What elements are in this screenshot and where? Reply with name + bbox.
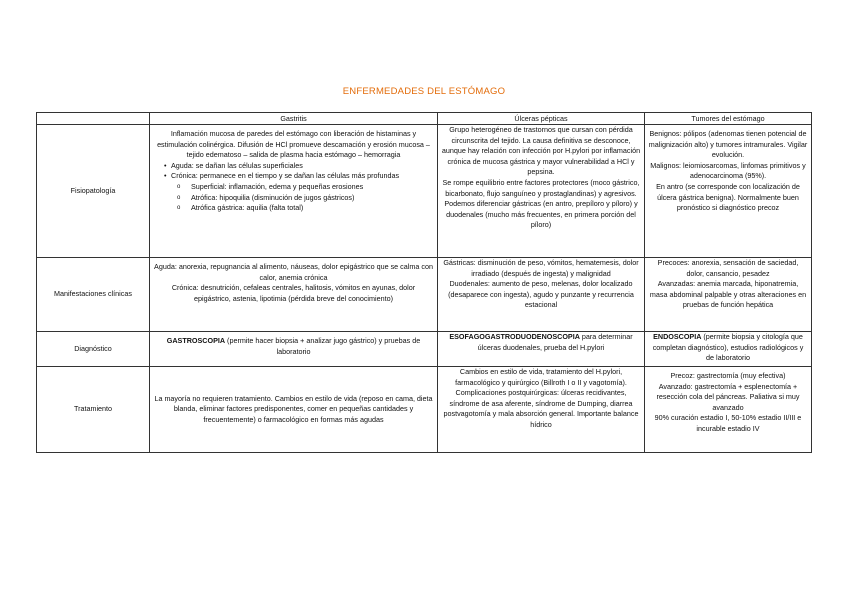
paragraph: Complicaciones postquirúrgicas: úlceras recidivantes, síndrome de asa aferente, síndrome de Dumping, diarrea postvagotomía y mala absorción general. Importante balance hídrico <box>443 388 639 429</box>
header-tumores: Tumores del estómago <box>645 113 812 125</box>
trat-gastritis-cell <box>150 367 438 453</box>
fisio-tumores-cell <box>645 125 812 258</box>
paragraph: Duodenales: aumento de peso, melenas, dolor localizado (desaparece con ingesta), agudo y punzante y recurrencia estacional <box>448 279 634 310</box>
fisio-gastritis-cell <box>150 125 438 258</box>
paragraph: Gástricas: disminución de peso, vómitos, hematemesis, dolor irradiado (después de ingesta) y malignidad <box>443 258 639 278</box>
manif-tumores-cell <box>645 258 812 332</box>
diag-tumores-cell <box>645 332 812 367</box>
paragraph: Grupo heterogéneo de trastornos que cursan con pérdida circunscrita del tejido. La causa definitiva se desconoce, aunque hay relación con infección por H.pylori por inflamación crónica de mucosa gástrica y mayor vulnerabilidad a HCl y pepsina. <box>441 125 641 177</box>
manif-gastritis-cell <box>150 258 438 332</box>
list-item: o Superficial: inflamación, edema y pequeñas erosiones <box>153 182 434 193</box>
row-label: Diagnóstico <box>37 332 150 367</box>
list-item: • Crónica: permanece en el tiempo y se dañan las células más profundas <box>153 171 434 182</box>
table-row <box>37 258 812 332</box>
diseases-table <box>36 112 812 453</box>
diag-ulceras-cell <box>438 332 645 367</box>
trat-ulceras-cell <box>438 367 645 453</box>
paragraph: Avanzadas: anemia marcada, hiponatremia, masa abdominal palpable y otras alteraciones en pruebas de función hepática <box>649 279 807 310</box>
paragraph: Cambios en estilo de vida, tratamiento del H.pylori, farmacológico y quirúrgico (Billroth I o II y vagotomía). <box>455 367 627 387</box>
paragraph: En antro (se corresponde con localización de úlcera gástrica benigna). Normalmente buen pronóstico si diagnóstico precoz <box>656 181 800 213</box>
paragraph: Se rompe equilibrio entre factores protectores (moco gástrico, bicarbonato, flujo sanguíneo y prostaglandinas) y agresivos. <box>442 177 640 198</box>
header-row <box>37 113 812 125</box>
trat-tumores-cell <box>645 367 812 453</box>
table-row <box>37 367 812 453</box>
row-label: Tratamiento <box>37 367 150 453</box>
paragraph: Podemos diferenciar gástricas (en antro, prepíloro y píloro) y duodenales (mucho más frecuentes, en primera porción del píloro) <box>444 199 638 230</box>
paragraph: 90% curación estadio I, 50-10% estadio II/III e incurable estadio IV <box>654 413 802 433</box>
header-gastritis: Gastritis <box>150 113 438 125</box>
fisio-gastritis-list <box>153 161 434 214</box>
paragraph: Malignos: leiomiosarcomas, linfomas primitivos y adenocarcinoma (95%). <box>650 160 806 181</box>
header-ulceras: Úlceras pépticas <box>438 113 645 125</box>
table-row <box>37 125 812 258</box>
procedure-detail: (permite hacer biopsia + analizar jugo gástrico) y pruebas de laboratorio <box>225 336 421 356</box>
procedure-detail: (permite biopsia y citología que completan diagnóstico), estudios radiológicos y de laboratorio <box>652 332 804 363</box>
procedure-name: ENDOSCOPIA <box>653 332 702 341</box>
procedure-name: GASTROSCOPIA <box>166 336 226 345</box>
diag-gastritis-cell <box>150 332 438 367</box>
paragraph: Benignos: pólipos (adenomas tienen potencial de malignización alto) y tumores intramurales. Vigilar evolución. <box>648 129 808 160</box>
fisio-gastritis-intro: Inflamación mucosa de paredes del estómago con liberación de histaminas y estimulación colinérgica. Difusión de HCl promueve descamación y erosión mucosa – tejido edematoso – salida de plasma hacia estómago – hemorragia <box>157 129 430 160</box>
paragraph: La mayoría no requieren tratamiento. Cambios en estilo de vida (reposo en cama, dieta blanda, eliminar factores predisponentes, comer en pequeñas cantidades y frecuentemente) o farmacológico en formas más agudas <box>154 393 433 424</box>
paragraph: Precoces: anorexia, sensación de saciedad, dolor, cansancio, pesadez <box>657 258 799 278</box>
paragraph: Crónica: desnutrición, cefaleas centrales, halitosis, vómitos en ayunas, dolor epigástrico, astenia, lipotimia (pérdida breve del conocimiento) <box>171 283 416 303</box>
header-empty-cell <box>37 113 150 125</box>
fisio-ulceras-cell <box>438 125 645 258</box>
paragraph: Precoz: gastrectomía (muy efectiva) <box>670 371 786 380</box>
list-item: o Atrófica: hipoquilia (disminución de jugos gástricos) <box>153 193 434 204</box>
list-item: • Aguda: se dañan las células superficiales <box>153 161 434 172</box>
procedure-detail: para determinar úlceras duodenales, prueba del H.pylori <box>477 332 633 352</box>
paragraph: Avanzado: gastrectomía + esplenectomía + resección cola del páncreas. Paliativa si muy avanzado <box>656 381 800 412</box>
row-label: Manifestaciones clínicas <box>37 258 150 332</box>
manif-ulceras-cell <box>438 258 645 332</box>
row-label: Fisiopatología <box>37 125 150 258</box>
paragraph: Aguda: anorexia, repugnancia al alimento, náuseas, dolor epigástrico que se calma con calor, anemia crónica <box>154 262 433 282</box>
list-item: o Atrófica gástrica: aquilia (falta total) <box>153 203 434 214</box>
document-title: ENFERMEDADES DEL ESTÓMAGO <box>342 86 506 97</box>
procedure-name: ESOFAGOGASTRODUODENOSCOPIA <box>449 332 580 341</box>
table-row <box>37 332 812 367</box>
